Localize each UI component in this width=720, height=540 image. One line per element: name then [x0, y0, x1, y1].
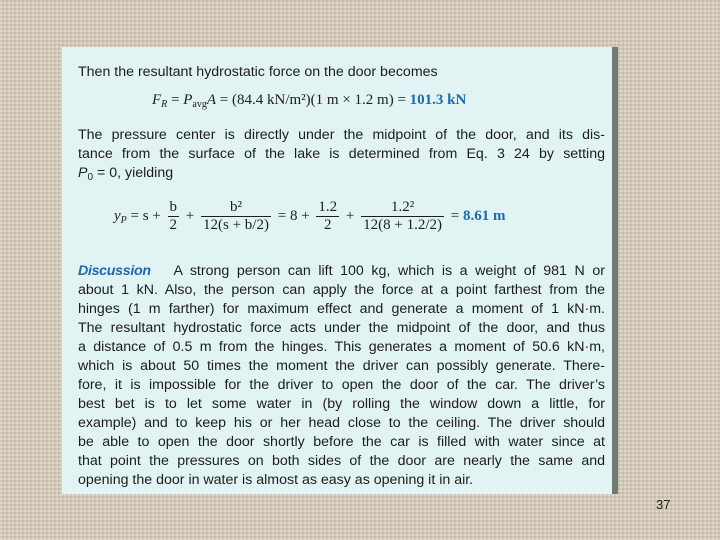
eq2-frac2-num: b²	[201, 199, 271, 217]
eq2-eq-eight: = 8 +	[277, 207, 310, 224]
eq2-frac3-den: 2	[324, 217, 332, 233]
eq1-rhs-sub: avg	[192, 99, 207, 110]
discussion-paragraph	[78, 262, 605, 490]
discussion-line-7: fore, it is impossible for the driver to open the door of the car. The driver’s	[78, 377, 605, 393]
eq1-result: 101.3 kN	[409, 92, 467, 108]
eq2-term1: = s +	[130, 207, 161, 224]
eq2-fraction-3	[316, 199, 339, 234]
discussion-line-2: about 1 kN. Also, the person can apply the force at a point farthest from the	[78, 282, 605, 298]
pressure-line-2: tance from the surface of the lake is determined from Eq. 3 24 by setting	[78, 146, 605, 162]
discussion-line-1	[78, 262, 605, 281]
pressure-center-paragraph	[78, 126, 605, 187]
eq1-rhs-symbol: P	[183, 92, 193, 108]
discussion-label: Discussion	[78, 263, 151, 279]
discussion-line-12: opening the door in water is almost as easy as opening it in air.	[78, 472, 474, 488]
eq2-lhs: y	[114, 207, 121, 224]
eq2-plus-2: +	[345, 207, 355, 224]
discussion-line-10: be able to open the door shortly before the car is filled with water since at	[78, 434, 605, 450]
eq1-lhs-symbol: F	[152, 92, 162, 108]
discussion-line-9: example) and to keep his or her head close to the ceiling. The driver should	[78, 415, 605, 431]
eq2-fraction-1	[168, 199, 180, 234]
pressure-line-3	[78, 164, 605, 187]
eq1-expression: = (84.4 kN/m²)(1 m × 1.2 m) =	[219, 92, 406, 108]
eq2-fraction-2	[201, 199, 271, 234]
eq2-frac4-num: 1.2²	[361, 199, 444, 217]
discussion-line-6: which is about 50 times the moment the driver can possibly generate. There-	[78, 358, 605, 374]
discussion-line-5: a distance of 0.5 m from the hinges. This generates a moment of 50.6 kN·m,	[78, 339, 605, 355]
eq2-plus: +	[185, 207, 195, 224]
textbook-excerpt-card	[62, 47, 616, 494]
eq2-frac3-num: 1.2	[318, 199, 338, 215]
discussion-line-11: that point the pressures on both sides of the door are nearly the same and	[78, 453, 605, 469]
pressure-tail: = 0, yielding	[96, 165, 174, 181]
page-number: 37	[656, 497, 671, 512]
discussion-line-4: The resultant hydrostatic force acts under the midpoint of the door, and thus	[78, 320, 605, 336]
eq2-frac4-den: 12(8 + 1.2/2)	[363, 217, 442, 233]
eq2-lhs-sub: P	[120, 214, 127, 226]
discussion-line-3: hinges (1 m farther) for maximum effect and generate a moment of 1 kN·m.	[78, 301, 605, 317]
eq1-area-symbol: A	[206, 92, 217, 108]
eq2-equals: =	[450, 207, 460, 224]
eq2-result: 8.61 m	[462, 207, 506, 224]
equation-pressure-center	[114, 199, 505, 234]
pressure-sub: 0	[87, 172, 94, 183]
eq2-frac1-den: 2	[169, 217, 178, 233]
pressure-symbol: P	[78, 165, 88, 181]
eq1-lhs-sub: R	[161, 99, 168, 110]
card-shadow-edge	[612, 47, 618, 494]
intro-line: Then the resultant hydrostatic force on the door becomes	[78, 64, 438, 80]
discussion-text-1: A strong person can lift 100 kg, which is a weight of 981 N or	[173, 263, 605, 279]
eq2-frac1-num: b	[169, 199, 178, 215]
discussion-line-8: best bet is to let some water in (by rolling the window down a little, for	[78, 396, 605, 412]
eq2-frac2-den: 12(s + b/2)	[203, 217, 269, 233]
eq2-fraction-4	[361, 199, 444, 234]
equation-resultant-force: $F_R = P_{avg}A = (84.4$ kN/m²)(1 m × 1.2 m) = 101.3 kN	[152, 92, 467, 110]
pressure-line-1: The pressure center is directly under the midpoint of the door, and its dis-	[78, 127, 605, 143]
